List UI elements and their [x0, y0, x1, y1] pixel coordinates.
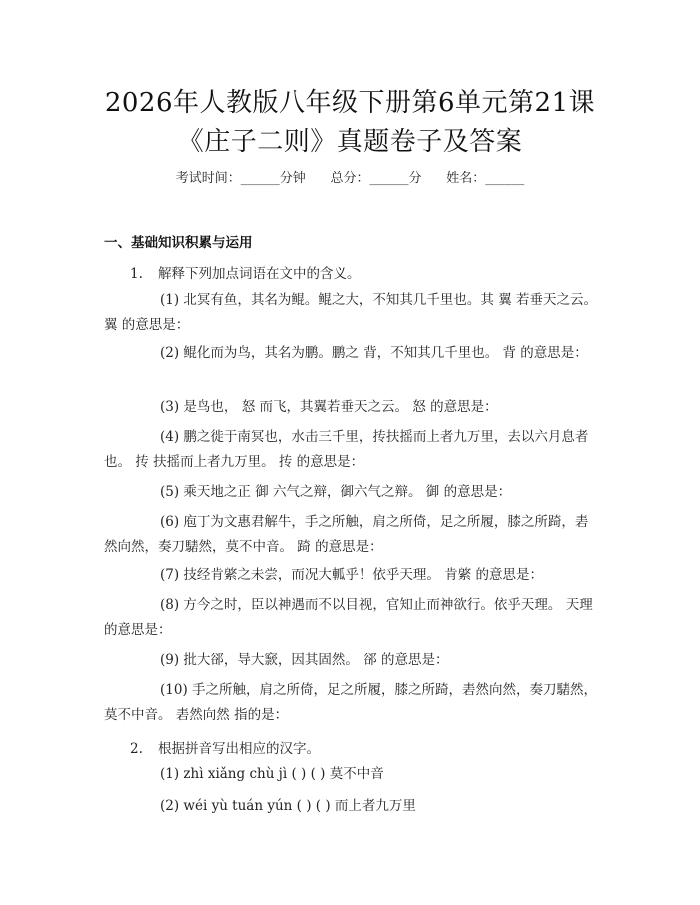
question-number: 1. [130, 266, 143, 282]
question-2 [130, 737, 320, 757]
question-item: (3) 是鸟也， 怒 而飞，其翼若垂天之云。 怒 的意思是： [160, 399, 498, 415]
exam-info-line: 考试时间：______分钟 总分：______分 姓名：______ [175, 171, 525, 186]
page-title-line1: 2026年人教版八年级下册第6单元第21课 [104, 88, 596, 118]
question-item: (4) 鹏之徙于南冥也，水击三千里，抟扶摇而上者九万里，去以六月息者也。 抟 扶摇而上者九万里。 抟 的意思是： [104, 429, 589, 470]
question-item: (7) 技经肯綮之未尝，而况大軱乎！依乎天理。 肯綮 的意思是： [160, 567, 543, 583]
page-title-line2: 《庄子二则》真题卷子及答案 [177, 127, 523, 157]
question-item: (10) 手之所触，肩之所倚，足之所履，膝之所踦，砉然向然，奏刀騞然，莫不中音。 砉然向然 指的是： [104, 682, 598, 723]
question-item: (2) 鲲化而为鸟，其名为鹏。鹏之 背，不知其几千里也。 背 的意思是： [160, 345, 588, 361]
question-item: (1) 北冥有鱼，其名为鲲。鲲之大，不知其几千里也。其 翼 若垂天之云。 翼 的意思是： [104, 292, 597, 333]
question-prompt: 根据拼音写出相应的汉字。 [158, 741, 320, 757]
question-prompt: 解释下列加点词语在文中的含义。 [158, 266, 361, 282]
question-number: 2. [130, 741, 143, 757]
question-item: (5) 乘天地之正 御 六气之辩，御六气之辩。 御 的意思是： [160, 484, 512, 500]
question-item: (8) 方今之时，臣以神遇而不以目视，官知止而神欲行。依乎天理。 天理 的意思是： [104, 597, 593, 638]
question-1 [130, 262, 361, 282]
section-heading: 一、基础知识积累与运用 [104, 235, 253, 251]
question-item: (9) 批大郤，导大窾，因其固然。 郤 的意思是： [160, 652, 449, 668]
question-item: (2) wéi yù tuán yún ( ) ( ) 而上者九万里 [160, 798, 416, 814]
question-item: (6) 庖丁为文惠君解牛，手之所触，肩之所倚，足之所履，膝之所踦，砉然向然，奏刀騞然，莫不中音。 踦 的意思是： [104, 514, 589, 555]
question-item: (1) zhì xiǎng chù jì ( ) ( ) 莫不中音 [160, 766, 384, 782]
